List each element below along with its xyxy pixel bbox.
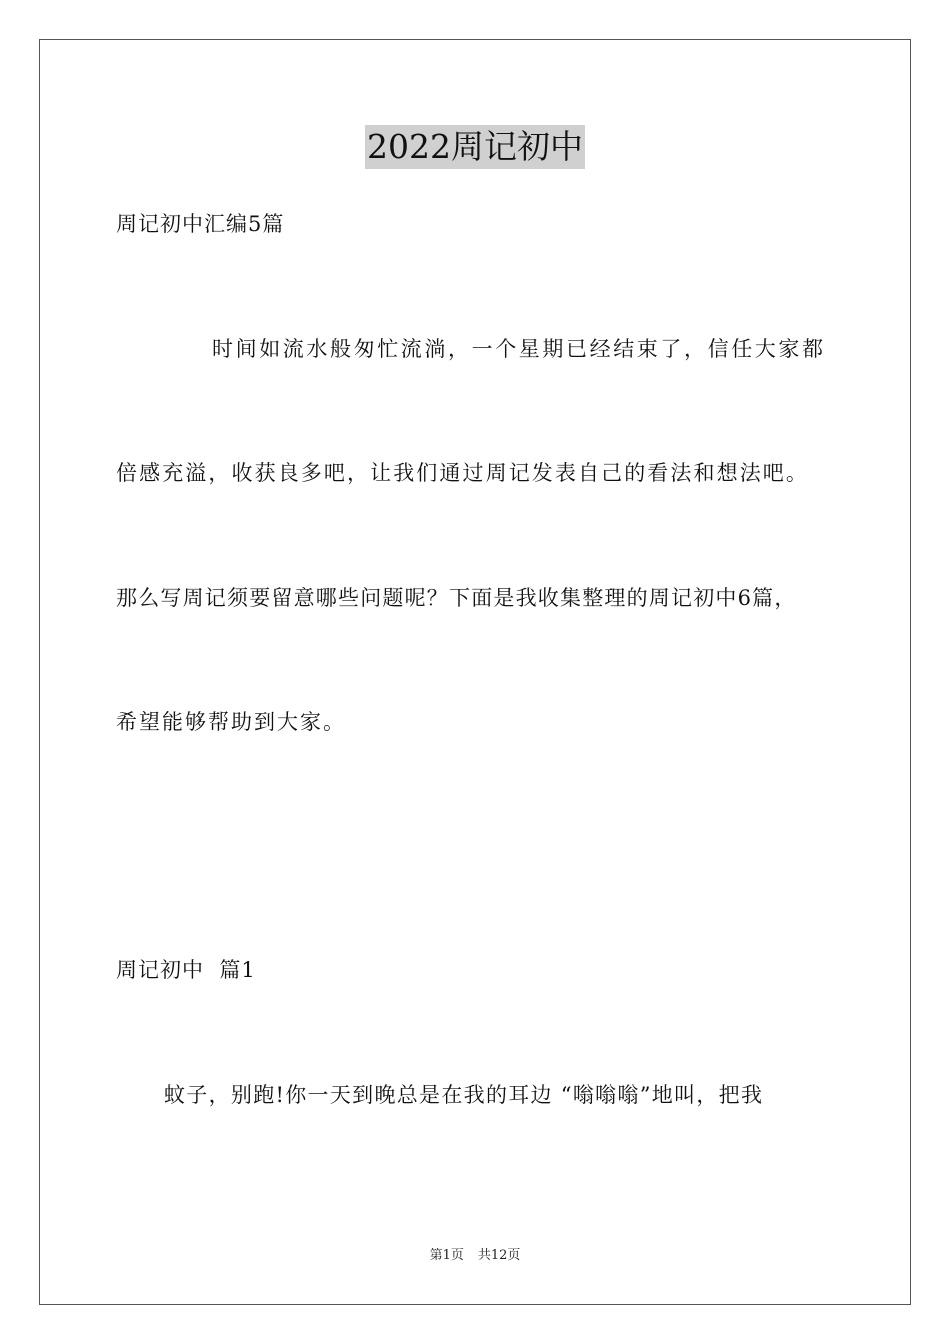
document-title: 2022周记初中 [365,125,585,169]
page-footer [0,1247,950,1265]
title-container [0,125,950,169]
intro-line-4: 希望能够帮助到大家。 [116,710,346,734]
page-number-current: 第1页 [429,1248,464,1263]
section-heading: 周记初中 篇1 [116,958,256,982]
page-number-total: 共12页 [477,1248,521,1263]
intro-line-2: 倍感充溢，收获良多吧，让我们通过周记发表自己的看法和想法吧。 [116,461,809,485]
section-line-1: 蚊子，别跑!你一天到晚总是在我的耳边 “嗡嗡嗡”地叫，把我 [164,1083,764,1107]
intro-line-1: 时间如流水般匆忙流淌，一个星期已经结束了，信任大家都 [212,337,826,361]
document-subtitle: 周记初中汇编5篇 [116,212,285,236]
intro-line-3: 那么写周记须要留意哪些问题呢？下面是我收集整理的周记初中6篇， [116,586,797,610]
